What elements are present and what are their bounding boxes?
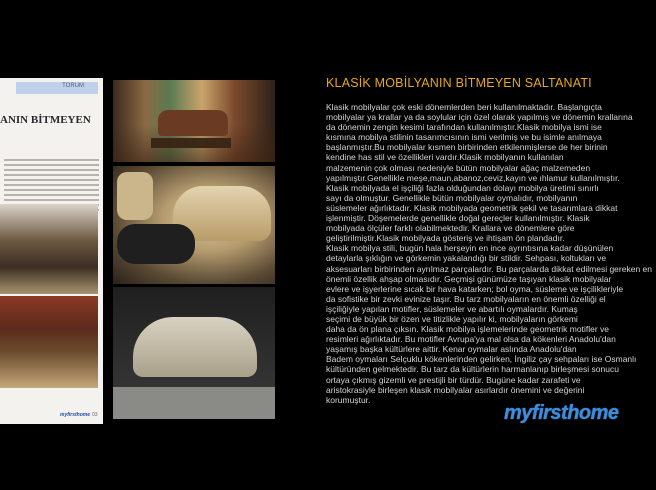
article-line: süslemeler ağırlıktadır. Klasik mobilyada geometrik şekil ve tasarımlara dikkat <box>326 202 618 213</box>
article-line: yaşamış başka kültürlere aittir. Kenar oymalar aslında Anadolu'dan <box>326 344 577 355</box>
magazine-footer-logo: myfirsthome <box>60 412 91 418</box>
article-line: Klasik mobilyalar çok eski dönemlerden beri kullanılmaktadır. Başlangıçta <box>326 102 602 112</box>
article-line: kendine has stil ve özellikleri vardır.Klasik mobilyanın kullanılan <box>326 152 564 163</box>
article-line: detaylarla şıklığın ve görkemin yakalandığı bir stildir. Sehpası, koltukları ve <box>326 253 607 264</box>
article-line: önemli özellik ahşap olmasıdır. Geçmişi günümüze taşıyan klasik mobilyalar <box>326 273 612 284</box>
article-line: geliştirilmiştir.Klasik mobilyada gösteriş ve ihtişam ön plandadır. <box>326 233 565 244</box>
article-line: ortaya çıkmış gizemli ve prestijli bir türdür. Bugüne kadar zarafeti ve <box>326 374 581 385</box>
article-line: başlanmıştır.Bu mobilyalar kısmen birbirinden etkilenmişlerse de her birinin <box>326 142 608 153</box>
magazine-tab-label: TORUM <box>62 83 84 89</box>
photo-cream-sofa-ottoman[interactable] <box>113 166 275 284</box>
article-line: resimleri ağırlıktadır. Bu motifler Avrupa'ya mal olsa da kökenleri Anadolu'dan <box>326 334 616 345</box>
article-line: Klasik mobilya stili, bugün hala herşeyin en ince ayrıntısına kadar düşünülen <box>326 243 614 254</box>
article-line: sayı da olmuştur. Genellikle bütün mobilyalar oymalıdır, mobilyanın <box>326 192 578 203</box>
article-line: kültüründen gelmektedir. Bu tarz da kültürlerin harmanlanıp birleşmesi sonucu <box>326 364 619 375</box>
article-line: seçimi de büyük bir özen ve titizlikle yapılır ki, mobilyaların görkemi <box>326 313 578 324</box>
magazine-section-tab <box>16 82 98 94</box>
article-line: kısmına mobilya stilinin tasarımcısının ismi verilmiş ve bu isimle anılmaya <box>326 132 602 143</box>
article-heading: KLASİK MOBİLYANIN BİTMEYEN SALTANATI <box>326 76 592 90</box>
article-line: evlere ve işyerlerine sıcak bir hava katarken; bol oyma, süsleme ve işçilikleriyle <box>326 283 624 294</box>
magazine-page-thumbnail[interactable] <box>0 78 103 424</box>
magazine-page-number: 03 <box>92 412 98 418</box>
magazine-photo-classic-sofa <box>0 296 98 388</box>
article-line: aristokrasiyle birleşen klasik mobilyalar asırlardır önemini ve değerini <box>326 384 585 395</box>
photo-classic-living-room[interactable] <box>113 80 275 162</box>
article-line: mobilyalar ya krallar ya da soylular için özel olarak yapılmış ve dönemin krallarına <box>326 112 633 123</box>
article-line: Badem oymaları Selçuklu kökenlerinden gelirken, İngiliz çay sehpaları ise Osmanlı <box>326 354 637 365</box>
magazine-photo-living-room <box>0 204 98 294</box>
article-line: da sofistike bir zevki evinize taşır. Bu tarz mobilyaların en önemli özelliği el <box>326 293 606 304</box>
article-line: malzemenin çok olması nedeniyle bütün mobilyalar ağaç malzemeden <box>326 162 591 173</box>
article-line: işlenmiştir. Döşemelerde genellikle doğal gereçler kullanılmıştır. Klasik <box>326 213 590 224</box>
article-line: Klasik mobilyada el işçiliği fazla olduğundan dolayı mobilya üretimi sınırlı <box>326 182 599 193</box>
magazine-title: ANIN BİTMEYEN <box>0 114 91 126</box>
article-line: korumuştur. <box>326 394 371 405</box>
article-line: işçiliğiyle yapılan motifler, süslemeler ve abartılı oymalardır. Kumaş <box>326 303 578 314</box>
article-line: aksesuarları birbirinden ayrılmaz parçalardır. Bu parçalarda dikkat edilmesi gereken en <box>326 263 652 274</box>
article-line: mobilyada ölçüler farklı olabilmektedir. Krallara ve dönemlere göre <box>326 223 575 234</box>
article-line: da dönemin zengin kesimi tarafından kullanılmıştır.Klasik mobilya ismi ise <box>326 122 602 133</box>
article-body <box>326 102 656 405</box>
article-line: yapılmıştır.Genellikle meşe,maun,abanoz,ceviz,kayın ve ıhlamur kullanılmıştır. <box>326 172 620 183</box>
brand-logo[interactable]: myfirsthome <box>504 402 619 424</box>
article-line: daha da ön plana çıksın. Klasik mobilya işlemelerinde geometrik motifler ve <box>326 324 609 335</box>
photo-white-carved-sofa[interactable] <box>113 287 275 419</box>
